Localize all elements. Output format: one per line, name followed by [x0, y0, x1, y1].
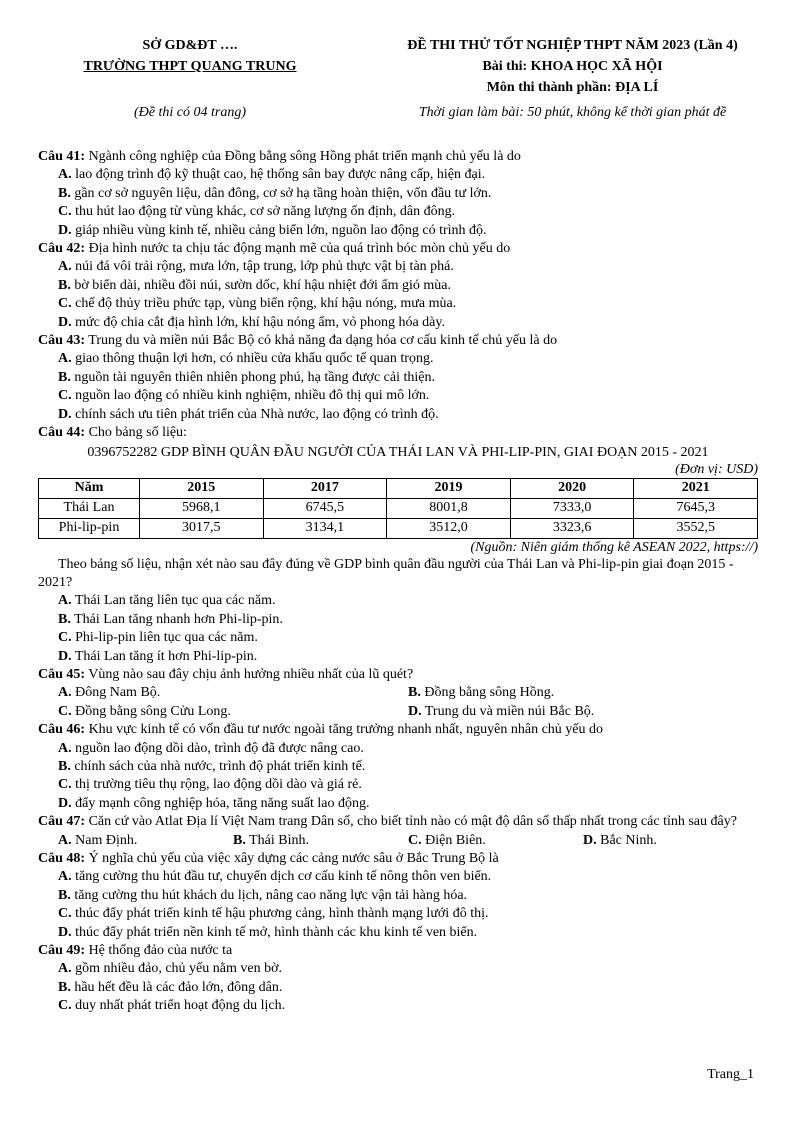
- question-body: [38, 148, 758, 1016]
- options-row: [58, 684, 758, 702]
- header-cell: 2017: [263, 478, 387, 498]
- option-a: A. Đông Nam Bộ.: [58, 685, 161, 701]
- option-d: D. giáp nhiều vùng kinh tế, nhiều cảng biển lớn, nguồn lao động có trình độ.: [58, 222, 487, 238]
- dept-name: SỞ GD&ĐT ….: [142, 38, 238, 53]
- table-cell: 7645,3: [634, 498, 758, 518]
- header-cell: Năm: [39, 478, 140, 498]
- question-43: Câu 43: Trung du và miền núi Bắc Bộ có khả năng đa dạng hóa cơ cấu kinh tế chủ yếu là do: [38, 333, 558, 349]
- option-c: C. thu hút lao động từ vùng khác, cơ sở năng lượng ổn định, dân đông.: [58, 204, 456, 220]
- header-cell: 2015: [140, 478, 264, 498]
- table-cell: 5968,1: [140, 498, 264, 518]
- option-c: C. Điện Biên.: [408, 832, 486, 848]
- exam-subject: Bài thi: KHOA HỌC XÃ HỘI: [482, 59, 663, 74]
- option-a: A. lao động trình độ kỹ thuật cao, hệ thống sân bay được nâng cấp, hiện đại.: [58, 167, 486, 183]
- option-a: A. Nam Định.: [58, 832, 138, 848]
- table-cell: 3512,0: [387, 518, 511, 538]
- options-row: [58, 832, 758, 850]
- question-44: Câu 44: Cho bảng số liệu:: [38, 425, 187, 441]
- table-unit: (Đơn vị: USD): [675, 461, 758, 477]
- table-cell: Phi-lip-pin: [39, 518, 140, 538]
- options-row: [58, 703, 758, 721]
- exam-title: ĐỀ THI THỬ TỐT NGHIỆP THPT NĂM 2023 (Lần 4): [407, 38, 738, 53]
- option-c: C. Phi-lip-pin liên tục qua các năm.: [58, 630, 258, 646]
- option-d: D. Bắc Ninh.: [583, 832, 657, 848]
- question-44-prompt: Theo bảng số liệu, nhận xét nào sau đây đúng về GDP bình quân đầu người của Thái Lan và Phi-lip-pin giai đoạn 2015 - 2021?: [38, 556, 734, 590]
- option-d: D. chính sách ưu tiên phát triển của Nhà nước, lao động có trình độ.: [58, 406, 439, 422]
- pages-note: (Đề thi có 04 trang): [134, 105, 246, 120]
- school-name: TRƯỜNG THPT QUANG TRUNG: [83, 59, 297, 74]
- table-cell: 3134,1: [263, 518, 387, 538]
- option-d: D. đẩy mạnh công nghiệp hóa, tăng năng suất lao động.: [58, 795, 370, 811]
- option-a: A. nguồn lao động dồi dào, trình độ đã được nâng cao.: [58, 740, 364, 756]
- question-48: Câu 48: Ý nghĩa chủ yếu của việc xây dựng các cảng nước sâu ở Bắc Trung Bộ là: [38, 851, 499, 866]
- table-title: 0396752282 GDP BÌNH QUÂN ĐẦU NGƯỜI CỦA THÁI LAN VÀ PHI-LIP-PIN, GIAI ĐOẠN 2015 - 2021: [87, 444, 709, 460]
- table-row: [39, 498, 758, 518]
- option-b: B. bờ biển dài, nhiều đồi núi, sườn dốc, khí hậu nhiệt đới ẩm gió mùa.: [58, 277, 451, 293]
- table-cell: 3552,5: [634, 518, 758, 538]
- option-b: B. Thái Bình.: [233, 832, 309, 848]
- table-cell: 8001,8: [387, 498, 511, 518]
- option-b: B. tăng cường thu hút khách du lịch, nâng cao năng lực vận tải hàng hóa.: [58, 887, 468, 903]
- option-b: B. nguồn tài nguyên thiên nhiên phong phú, hạ tầng được cải thiện.: [58, 369, 435, 385]
- gdp-table: [38, 478, 758, 539]
- option-a: A. giao thông thuận lợi hơn, có nhiều cửa khẩu quốc tế quan trọng.: [58, 351, 434, 367]
- option-a: A. núi đá vôi trải rộng, mưa lớn, tập trung, lớp phủ thực vật bị tàn phá.: [58, 259, 454, 275]
- option-c: C. nguồn lao động có nhiều kinh nghiệm, nhiều đô thị qui mô lớn.: [58, 388, 430, 404]
- option-b: B. Đồng bằng sông Hồng.: [408, 685, 555, 701]
- table-cell: 6745,5: [263, 498, 387, 518]
- time-note: Thời gian làm bài: 50 phút, không kể thời gian phát đề: [418, 105, 727, 120]
- question-42: Câu 42: Địa hình nước ta chịu tác động mạnh mẽ của quá trình bóc mòn chủ yếu do: [38, 241, 511, 257]
- question-49: Câu 49: Hệ thống đảo của nước ta: [38, 943, 233, 959]
- table-source: (Nguồn: Niên giám thống kê ASEAN 2022, https://): [470, 539, 758, 555]
- option-a: A. Thái Lan tăng liên tục qua các năm.: [58, 593, 276, 609]
- option-b: B. Thái Lan tăng nhanh hơn Phi-lip-pin.: [58, 611, 283, 627]
- option-c: C. thị trường tiêu thụ rộng, lao động dồi dào và giá rẻ.: [58, 777, 362, 793]
- table-header-row: [39, 478, 758, 498]
- option-d: D. mức độ chia cắt địa hình lớn, khí hậu nóng ẩm, vỏ phong hóa dày.: [58, 314, 445, 330]
- option-b: B. hầu hết đều là các đảo lớn, đông dân.: [58, 979, 283, 995]
- option-a: A. tăng cường thu hút đầu tư, chuyển dịch cơ cấu kinh tế nông thôn ven biển.: [58, 869, 492, 885]
- option-c: C. chế độ thủy triều phức tạp, vùng biển rộng, khí hậu nóng, mưa mùa.: [58, 296, 457, 312]
- header-cell: 2020: [510, 478, 634, 498]
- component-subject: Môn thi thành phần: ĐỊA LÍ: [486, 80, 659, 95]
- question-46: Câu 46: Khu vực kinh tế có vốn đầu tư nước ngoài tăng trưởng nhanh nhất, nguyên nhân chủ yếu do: [38, 722, 604, 738]
- header-cell: 2021: [634, 478, 758, 498]
- table-row: [39, 518, 758, 538]
- header-cell: 2019: [387, 478, 511, 498]
- option-d: D. thúc đẩy phát triển nền kinh tế mở, hình thành các khu kinh tế ven biển.: [58, 924, 478, 940]
- table-cell: 7333,0: [510, 498, 634, 518]
- option-c: C. duy nhất phát triển hoạt động du lịch.: [58, 998, 286, 1014]
- option-b: B. gần cơ sở nguyên liệu, dân đông, cơ sở hạ tầng hoàn thiện, vốn đầu tư lớn.: [58, 185, 492, 201]
- option-a: A. gồm nhiều đảo, chủ yếu nằm ven bờ.: [58, 961, 282, 977]
- option-d: D. Trung du và miền núi Bắc Bộ.: [408, 703, 595, 719]
- question-45: Câu 45: Vùng nào sau đây chịu ảnh hưởng nhiều nhất của lũ quét?: [38, 666, 414, 682]
- page-number: Trang_1: [707, 1067, 754, 1082]
- question-41: Câu 41: Ngành công nghiệp của Đồng bằng sông Hồng phát triển mạnh chủ yếu là do: [38, 149, 521, 164]
- option-c: C. thúc đẩy phát triển kinh tế hậu phương cảng, hình thành mạng lưới đô thị.: [58, 906, 489, 922]
- table-cell: 3017,5: [140, 518, 264, 538]
- question-47: Câu 47: Căn cứ vào Atlat Địa lí Việt Nam trang Dân số, cho biết tỉnh nào có mật độ dân số thấp nhất trong các tỉnh sau đây?: [38, 814, 737, 830]
- table-cell: Thái Lan: [39, 498, 140, 518]
- option-c: C. Đồng bằng sông Cửu Long.: [58, 703, 231, 719]
- option-b: B. chính sách của nhà nước, trình độ phát triển kinh tế.: [58, 758, 366, 774]
- table-cell: 3323,6: [510, 518, 634, 538]
- option-d: D. Thái Lan tăng ít hơn Phi-lip-pin.: [58, 648, 258, 664]
